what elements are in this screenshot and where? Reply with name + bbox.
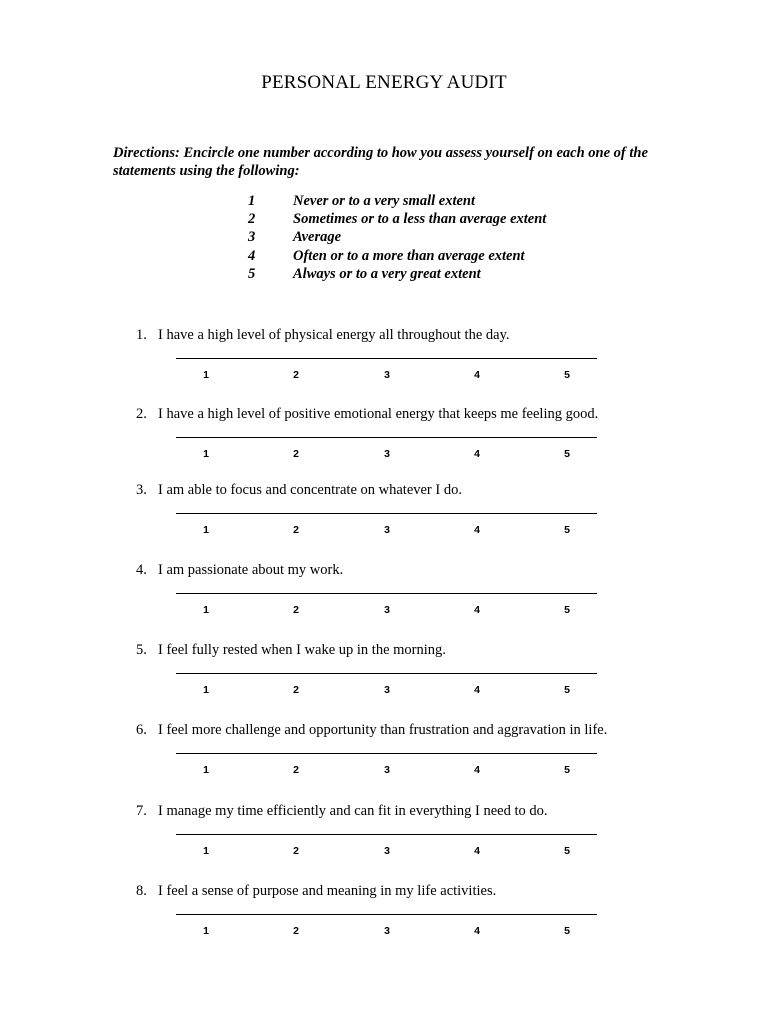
- rating-option-4[interactable]: 4: [474, 925, 480, 937]
- question-text: I am passionate about my work.: [158, 562, 344, 578]
- rating-option-3[interactable]: 3: [384, 845, 390, 857]
- rating-option-1[interactable]: 1: [203, 845, 209, 857]
- rating-option-4[interactable]: 4: [474, 524, 480, 536]
- question-number: 5.: [136, 642, 147, 658]
- directions-text: Directions: Encircle one number according to how you assess yourself on each one of the statements using the following:: [113, 145, 648, 179]
- question-number: 8.: [136, 883, 147, 899]
- rating-option-3[interactable]: 3: [384, 925, 390, 937]
- rating-option-3[interactable]: 3: [384, 448, 390, 460]
- scale-row: [248, 265, 608, 283]
- rating-scale: [136, 603, 656, 619]
- rating-option-2[interactable]: 2: [293, 369, 299, 381]
- answer-line: [176, 358, 597, 359]
- rating-option-2[interactable]: 2: [293, 448, 299, 460]
- rating-option-1[interactable]: 1: [203, 925, 209, 937]
- question-1: [136, 326, 656, 406]
- scale-label: Never or to a very small extent: [293, 193, 476, 209]
- rating-option-3[interactable]: 3: [384, 684, 390, 696]
- scale-row: [248, 210, 608, 228]
- question-text: I manage my time efficiently and can fit in everything I need to do.: [158, 803, 548, 819]
- question-8: [136, 882, 656, 962]
- rating-option-4[interactable]: 4: [474, 684, 480, 696]
- scale-row: [248, 228, 608, 246]
- scale-label: Average: [293, 229, 342, 246]
- rating-option-1[interactable]: 1: [203, 524, 209, 536]
- scale-number: 5: [248, 265, 256, 282]
- scale-label: Sometimes or to a less than average extent: [293, 211, 547, 228]
- answer-line: [176, 593, 597, 594]
- rating-scale: [136, 523, 656, 539]
- question-text: I have a high level of positive emotional energy that keeps me feeling good.: [158, 406, 599, 422]
- scale-number: 1: [248, 193, 256, 209]
- question-number: 7.: [136, 803, 147, 819]
- rating-option-5[interactable]: 5: [564, 604, 570, 616]
- scale-row: [248, 247, 608, 265]
- scale-number: 3: [248, 229, 256, 246]
- question-3: [136, 481, 656, 561]
- answer-line: [176, 834, 597, 835]
- rating-option-4[interactable]: 4: [474, 448, 480, 460]
- rating-option-5[interactable]: 5: [564, 448, 570, 460]
- question-2: [136, 405, 656, 485]
- question-text: I feel more challenge and opportunity than frustration and aggravation in life.: [158, 722, 608, 738]
- rating-option-2[interactable]: 2: [293, 845, 299, 857]
- question-6: [136, 721, 656, 801]
- rating-option-1[interactable]: 1: [203, 764, 209, 776]
- rating-option-5[interactable]: 5: [564, 845, 570, 857]
- rating-option-2[interactable]: 2: [293, 925, 299, 937]
- answer-line: [176, 914, 597, 915]
- question-text: I feel a sense of purpose and meaning in my life activities.: [158, 883, 497, 899]
- rating-scale: [136, 844, 656, 860]
- question-5: [136, 641, 656, 721]
- question-text: I have a high level of physical energy all throughout the day.: [158, 327, 510, 343]
- answer-line: [176, 753, 597, 754]
- scale-label: Always or to a very great extent: [293, 265, 481, 282]
- rating-option-1[interactable]: 1: [203, 448, 209, 460]
- rating-option-4[interactable]: 4: [474, 369, 480, 381]
- rating-option-1[interactable]: 1: [203, 604, 209, 616]
- rating-option-5[interactable]: 5: [564, 684, 570, 696]
- answer-line: [176, 513, 597, 514]
- question-number: 6.: [136, 722, 147, 738]
- rating-option-3[interactable]: 3: [384, 604, 390, 616]
- rating-option-2[interactable]: 2: [293, 684, 299, 696]
- rating-scale: [136, 683, 656, 699]
- rating-option-1[interactable]: 1: [203, 684, 209, 696]
- rating-option-2[interactable]: 2: [293, 524, 299, 536]
- question-number: 4.: [136, 562, 147, 578]
- question-4: [136, 561, 656, 641]
- question-number: 3.: [136, 482, 147, 498]
- question-7: [136, 802, 656, 882]
- scale-number: 4: [248, 247, 256, 264]
- rating-option-5[interactable]: 5: [564, 764, 570, 776]
- rating-option-2[interactable]: 2: [293, 604, 299, 616]
- page-title: PERSONAL ENERGY AUDIT: [261, 72, 507, 93]
- scale-row: [248, 192, 608, 210]
- rating-option-4[interactable]: 4: [474, 604, 480, 616]
- rating-option-5[interactable]: 5: [564, 524, 570, 536]
- scale-number: 2: [248, 211, 256, 228]
- rating-scale: [136, 447, 656, 463]
- question-text: I feel fully rested when I wake up in the morning.: [158, 642, 446, 658]
- question-text: I am able to focus and concentrate on whatever I do.: [158, 482, 462, 498]
- rating-option-2[interactable]: 2: [293, 764, 299, 776]
- scale-label: Often or to a more than average extent: [293, 247, 525, 264]
- rating-scale: [136, 763, 656, 779]
- rating-scale: [136, 368, 656, 384]
- answer-line: [176, 673, 597, 674]
- rating-option-3[interactable]: 3: [384, 369, 390, 381]
- rating-option-4[interactable]: 4: [474, 845, 480, 857]
- rating-option-5[interactable]: 5: [564, 369, 570, 381]
- question-number: 1.: [136, 327, 147, 343]
- rating-option-4[interactable]: 4: [474, 764, 480, 776]
- rating-option-3[interactable]: 3: [384, 764, 390, 776]
- question-number: 2.: [136, 406, 147, 422]
- rating-option-1[interactable]: 1: [203, 369, 209, 381]
- rating-scale: [136, 924, 656, 940]
- rating-option-5[interactable]: 5: [564, 925, 570, 937]
- rating-option-3[interactable]: 3: [384, 524, 390, 536]
- scale-key: [248, 192, 608, 283]
- answer-line: [176, 437, 597, 438]
